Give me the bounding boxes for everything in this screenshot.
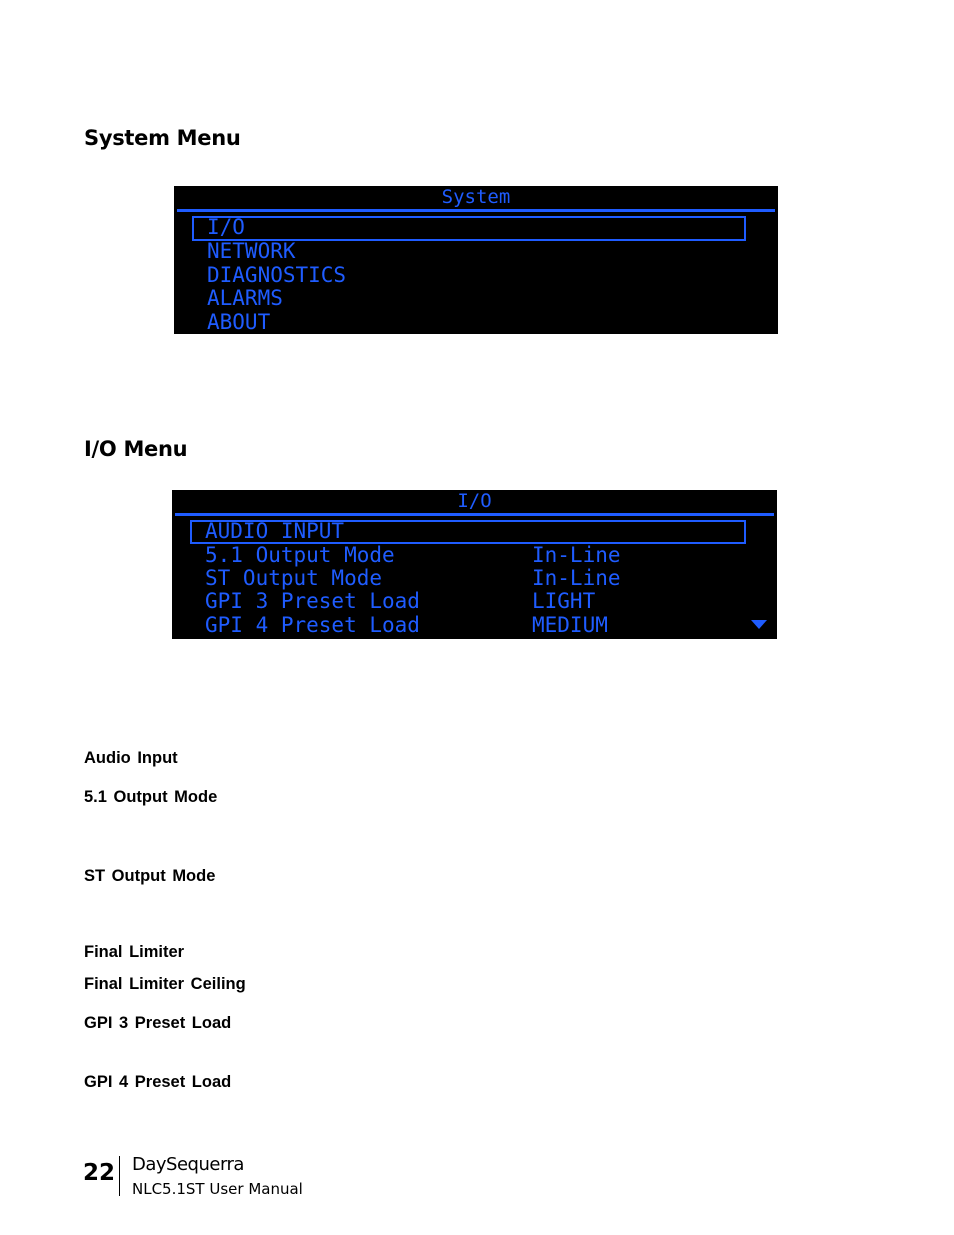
menu-value-gpi4-preset-load: MEDIUM: [532, 613, 608, 637]
menu-item-gpi4-preset-load[interactable]: GPI 4 Preset Load: [205, 613, 420, 637]
menu-item-st-output-mode[interactable]: ST Output Mode: [205, 566, 383, 590]
menu-item-network[interactable]: NETWORK: [207, 239, 296, 263]
menu-item-io[interactable]: I/O: [207, 215, 245, 239]
param-final-limiter: Final Limiter: [84, 943, 185, 961]
brand-name: DaySequerra: [132, 1154, 244, 1175]
param-gpi4-preset-load: GPI 4 Preset Load: [84, 1073, 232, 1091]
menu-item-gpi3-preset-load[interactable]: GPI 3 Preset Load: [205, 589, 420, 613]
system-title-divider: [177, 209, 775, 212]
menu-item-audio-input[interactable]: AUDIO INPUT: [205, 519, 345, 543]
menu-value-gpi3-preset-load: LIGHT: [532, 589, 596, 613]
menu-value-51-output-mode: In-Line: [532, 543, 621, 567]
io-menu-heading: I/O Menu: [84, 437, 188, 461]
io-menu-screen: [172, 490, 777, 639]
param-st-output-mode: ST Output Mode: [84, 867, 216, 885]
menu-item-alarms[interactable]: ALARMS: [207, 286, 283, 310]
param-51-output-mode: 5.1 Output Mode: [84, 788, 218, 806]
manual-title: NLC5.1ST User Manual: [132, 1180, 303, 1198]
selection-highlight: [192, 216, 746, 241]
system-screen-title: System: [441, 186, 511, 208]
param-gpi3-preset-load: GPI 3 Preset Load: [84, 1014, 232, 1032]
menu-item-about[interactable]: ABOUT: [207, 310, 271, 334]
menu-item-51-output-mode[interactable]: 5.1 Output Mode: [205, 543, 395, 567]
system-menu-screen: [174, 186, 778, 334]
param-audio-input: Audio Input: [84, 749, 178, 767]
system-menu-heading: System Menu: [84, 126, 241, 150]
menu-item-diagnostics[interactable]: DIAGNOSTICS: [207, 263, 347, 287]
footer-divider: [119, 1156, 120, 1196]
menu-value-st-output-mode: In-Line: [532, 566, 621, 590]
triangle-down-icon[interactable]: [751, 620, 767, 629]
io-title-divider: [175, 513, 774, 516]
param-final-limiter-ceiling: Final Limiter Ceiling: [84, 975, 246, 993]
io-screen-title: I/O: [457, 490, 492, 512]
page-number: 22: [83, 1160, 116, 1186]
